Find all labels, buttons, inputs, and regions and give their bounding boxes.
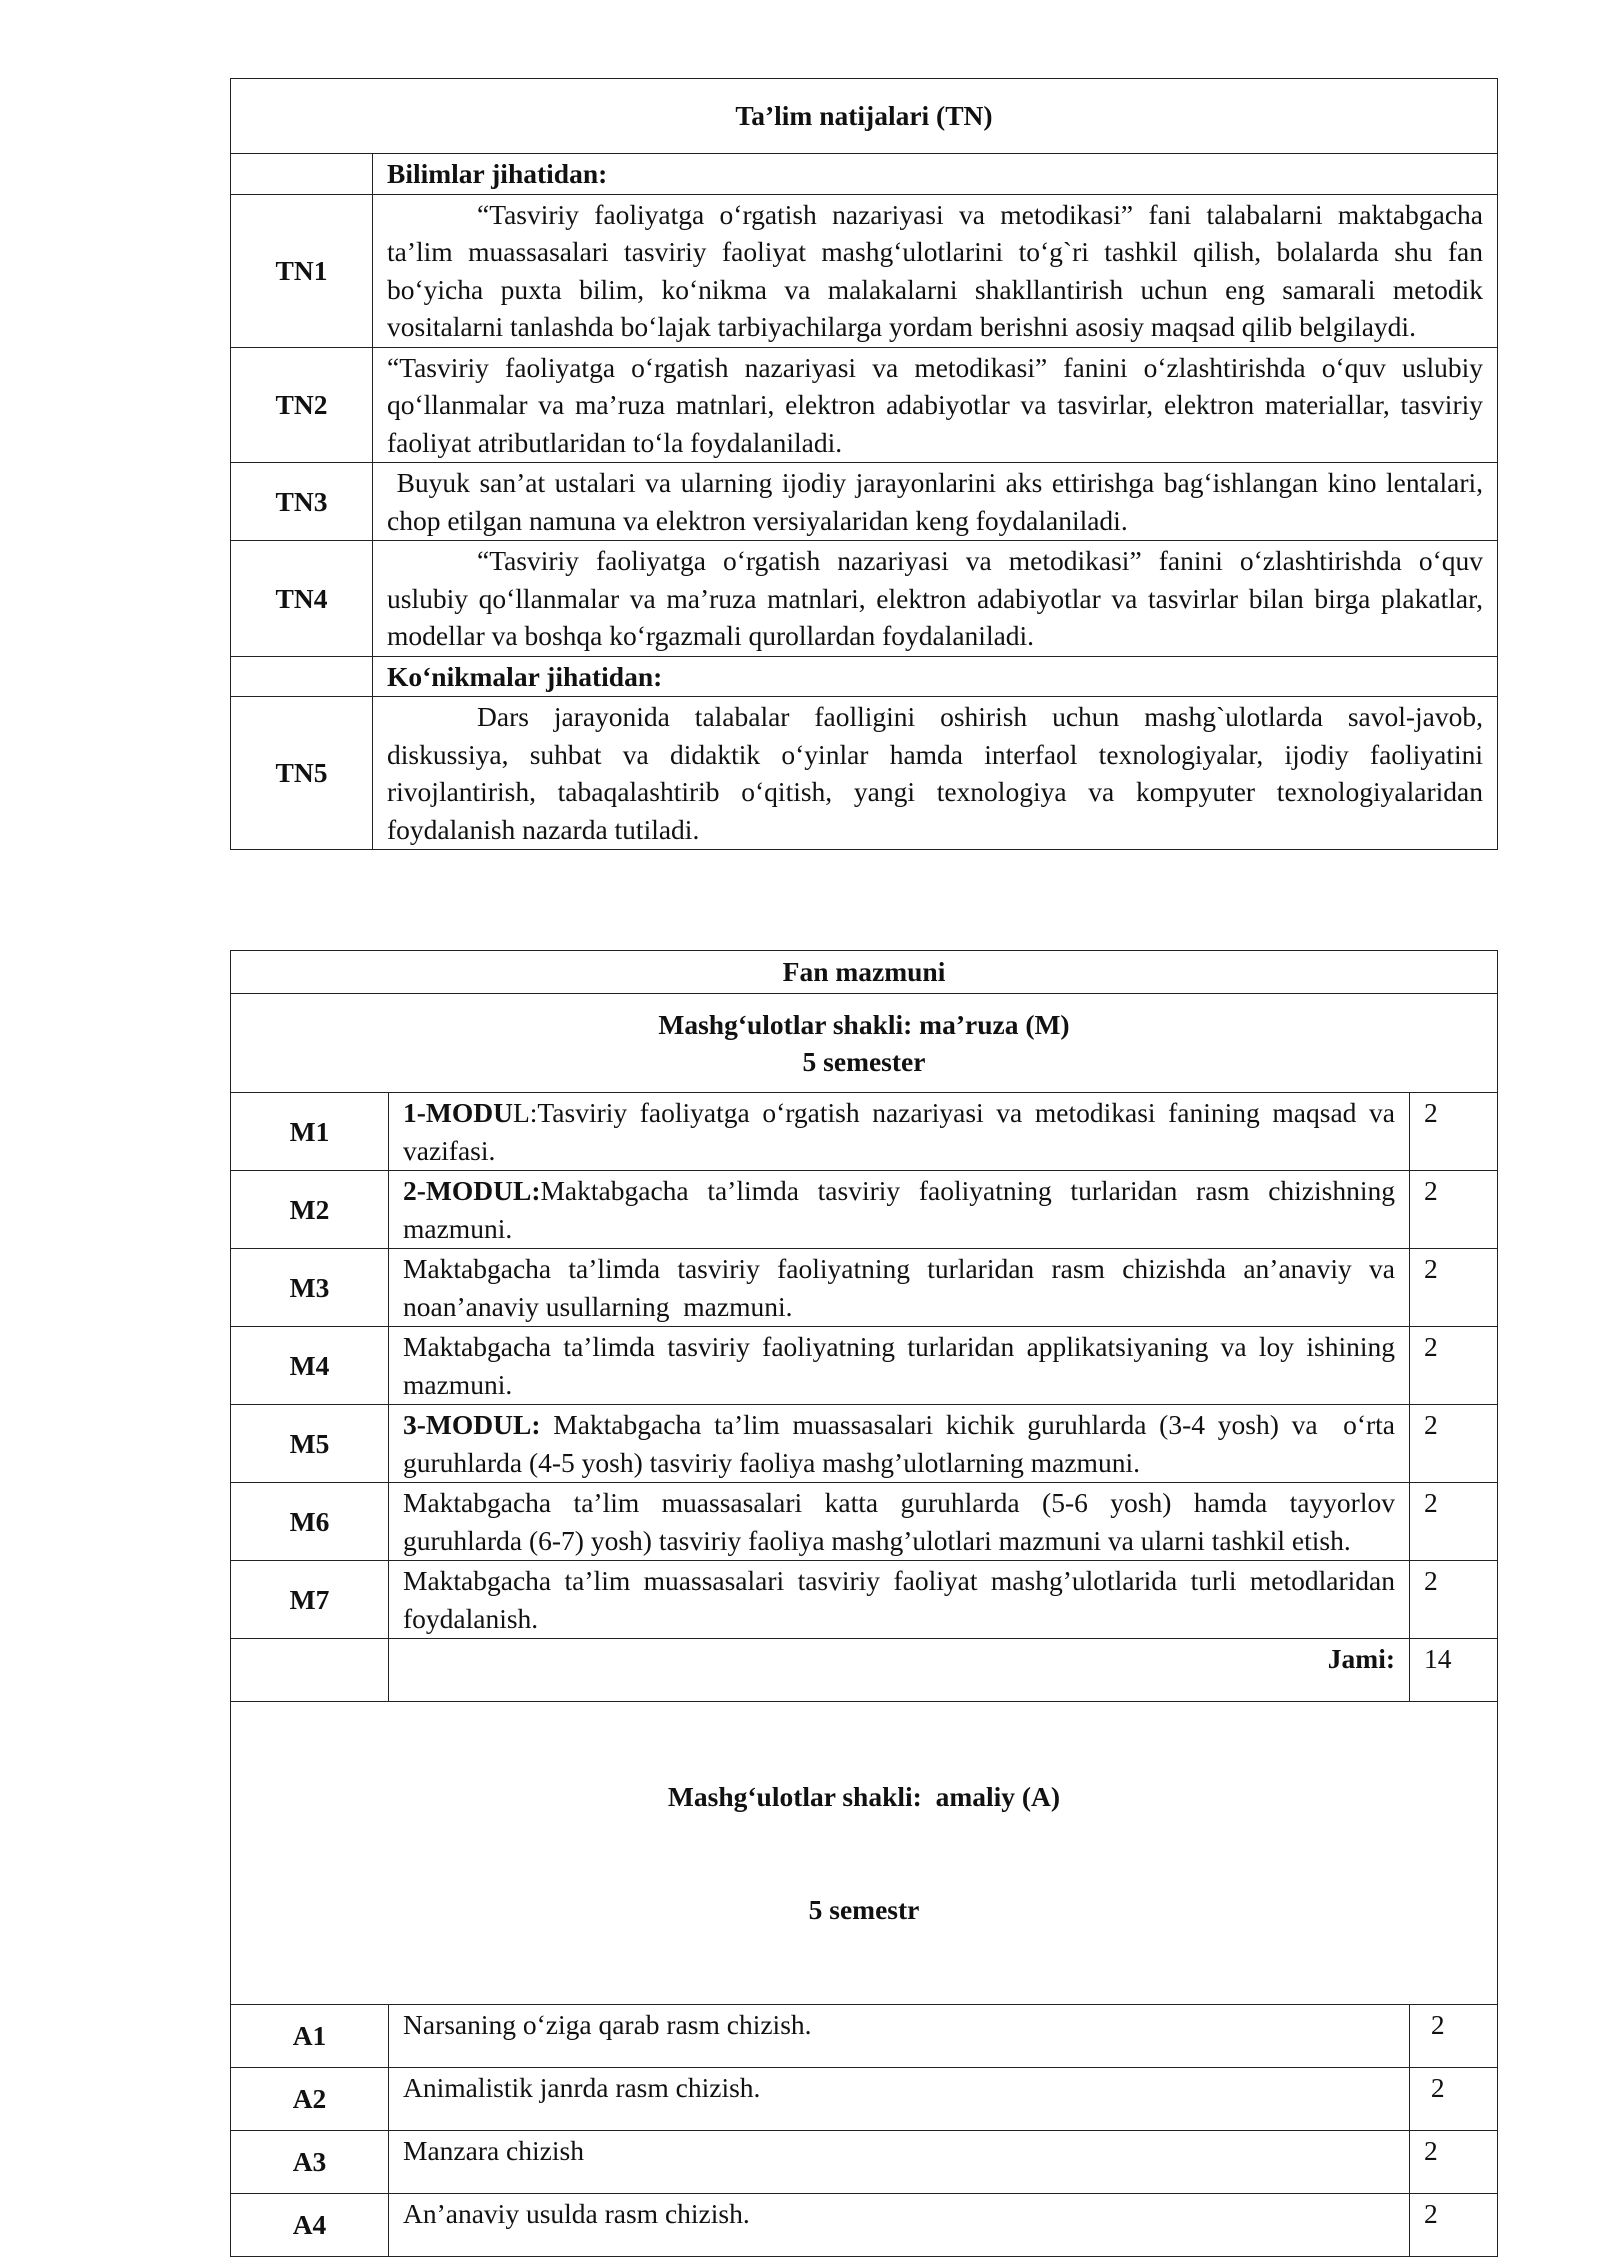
course-content-table bbox=[230, 950, 1498, 2257]
row-text: Maktabgacha ta’limda tasviriy faoliyatning turlaridan rasm chizishda an’anaviy va noan’anaviy usullarning mazmuni. bbox=[389, 1249, 1410, 1327]
row-text: “Tasviriy faoliyatga o‘rgatish nazariyasi va metodikasi” fanini o‘zlashtirishda o‘quv uslubiy qo‘llanmalar va ma’ruza matnlari, elektron adabiyotlar va tasvirlar bilan birga plakatlar, modellar va boshqa ko‘rgazmali qurollardan foydalaniladi. bbox=[373, 541, 1498, 657]
section-heading-row bbox=[231, 154, 1498, 195]
row-code: A4 bbox=[231, 2194, 389, 2257]
row-code: TN1 bbox=[231, 194, 373, 347]
lecture-semester: 5 semester bbox=[802, 1046, 926, 1077]
section-heading: Bilimlar jihatidan: bbox=[373, 154, 1498, 195]
row-hours: 2 bbox=[1410, 1093, 1498, 1171]
practical-heading bbox=[231, 1702, 1498, 2005]
learning-outcomes-table bbox=[230, 78, 1498, 850]
total-row bbox=[231, 1639, 1498, 1702]
row-text: Maktabgacha ta’lim muassasalari katta guruhlarda (5-6 yosh) hamda tayyorlov guruhlarda (6-7) yosh) tasviriy faoliya mashg’ulotlari mazmuni va ularni tashkil etish. bbox=[389, 1483, 1410, 1561]
table-row bbox=[231, 2194, 1498, 2257]
empty-cell bbox=[231, 656, 373, 697]
table-row bbox=[231, 697, 1498, 850]
row-hours: 2 bbox=[1410, 1327, 1498, 1405]
row-code: M4 bbox=[231, 1327, 389, 1405]
row-text: An’anaviy usulda rasm chizish. bbox=[389, 2194, 1410, 2257]
practical-heading-row bbox=[231, 1702, 1498, 2005]
row-code: TN5 bbox=[231, 697, 373, 850]
row-code: TN3 bbox=[231, 463, 373, 541]
lecture-heading bbox=[231, 994, 1498, 1093]
row-text-body: Maktabgacha ta’lim muassasalari kichik guruhlarda (3-4 yosh) va o‘rta guruhlarda (4-5 yosh) tasviriy faoliya mashg’ulotlarning mazmuni. bbox=[403, 1409, 1409, 1478]
lecture-form-label: Mashg‘ulotlar shakli: ma’ruza (M) bbox=[658, 1008, 1070, 1040]
table-row bbox=[231, 347, 1498, 463]
practical-semester: 5 semestr bbox=[808, 1893, 920, 1925]
total-value: 14 bbox=[1410, 1639, 1498, 1702]
table-row bbox=[231, 1171, 1498, 1249]
empty-cell bbox=[231, 154, 373, 195]
row-hours: 2 bbox=[1410, 2194, 1498, 2257]
row-text bbox=[389, 1405, 1410, 1483]
table-row bbox=[231, 2131, 1498, 2194]
row-text: Buyuk san’at ustalari va ularning ijodiy jarayonlarini aks ettirishga bag‘ishlangan kino lentalari, chop etilgan namuna va elektron versiyalaridan keng foydalaniladi. bbox=[373, 463, 1498, 541]
row-code: M2 bbox=[231, 1171, 389, 1249]
table-row bbox=[231, 194, 1498, 347]
table-row bbox=[231, 1327, 1498, 1405]
course-content-title: Fan mazmuni bbox=[231, 951, 1498, 994]
row-text: Animalistik janrda rasm chizish. bbox=[389, 2068, 1410, 2131]
row-code: TN4 bbox=[231, 541, 373, 657]
row-hours: 2 bbox=[1410, 1405, 1498, 1483]
section-heading-row bbox=[231, 656, 1498, 697]
row-hours: 2 bbox=[1410, 2005, 1498, 2068]
row-text: Narsaning o‘ziga qarab rasm chizish. bbox=[389, 2005, 1410, 2068]
table-row bbox=[231, 1249, 1498, 1327]
table-title-row bbox=[231, 951, 1498, 994]
row-code: M1 bbox=[231, 1093, 389, 1171]
module-label: 3-MODUL: bbox=[403, 1409, 541, 1440]
row-text bbox=[389, 1093, 1410, 1171]
row-code: M6 bbox=[231, 1483, 389, 1561]
table-row bbox=[231, 1093, 1498, 1171]
table-row bbox=[231, 2005, 1498, 2068]
table-row bbox=[231, 1405, 1498, 1483]
row-text: Maktabgacha ta’limda tasviriy faoliyatning turlaridan applikatsiyaning va loy ishining mazmuni. bbox=[389, 1327, 1410, 1405]
module-label: 1-MODU bbox=[403, 1097, 513, 1128]
row-text: “Tasviriy faoliyatga o‘rgatish nazariyasi va metodikasi” fani talabalarni maktabgacha ta’lim muassasalari tasviriy faoliyat mashg‘ulotlarini to‘g`ri tashkil qilish, bolalarda shu fan bo‘yicha puxta bilim, ko‘nikma va malakalarni shakllantirish uchun eng samarali metodik vositalarni tanlashda bo‘lajak tarbiyachilarga yordam berishni asosiy maqsad qilib belgilaydi. bbox=[373, 194, 1498, 347]
row-code: M7 bbox=[231, 1561, 389, 1639]
table-row bbox=[231, 1561, 1498, 1639]
row-text: Maktabgacha ta’lim muassasalari tasviriy faoliyat mashg’ulotlarida turli metodlaridan foydalanish. bbox=[389, 1561, 1410, 1639]
row-hours: 2 bbox=[1410, 1561, 1498, 1639]
row-hours: 2 bbox=[1410, 2131, 1498, 2194]
section-heading: Ko‘nikmalar jihatidan: bbox=[373, 656, 1498, 697]
row-code: A2 bbox=[231, 2068, 389, 2131]
empty-cell bbox=[231, 1639, 389, 1702]
total-label: Jami: bbox=[389, 1639, 1410, 1702]
row-code: A3 bbox=[231, 2131, 389, 2194]
table-row bbox=[231, 463, 1498, 541]
row-text: Dars jarayonida talabalar faolligini oshirish uchun mashg`ulotlarda savol-javob, diskussiya, suhbat va didaktik o‘yinlar hamda interfaol texnologiyalar, ijodiy faoliyatini rivojlantirish, tabaqalashtirib o‘qitish, yangi texnologiya va kompyuter texnologiyalaridan foydalanish nazarda tutiladi. bbox=[373, 697, 1498, 850]
row-hours: 2 bbox=[1410, 1171, 1498, 1249]
row-code: M5 bbox=[231, 1405, 389, 1483]
practical-form-label: Mashg‘ulotlar shakli: amaliy (A) bbox=[667, 1781, 1061, 1812]
row-text-body: L:Tasviriy faoliyatga o‘rgatish nazariyasi va metodikasi fanining maqsad va vazifasi. bbox=[403, 1097, 1395, 1166]
table-row bbox=[231, 1483, 1498, 1561]
row-hours: 2 bbox=[1410, 1483, 1498, 1561]
row-hours: 2 bbox=[1410, 2068, 1498, 2131]
row-text bbox=[389, 1171, 1410, 1249]
row-text: Manzara chizish bbox=[389, 2131, 1410, 2194]
lecture-heading-row bbox=[231, 994, 1498, 1093]
module-label: 2-MODUL: bbox=[403, 1175, 541, 1206]
row-text: “Tasviriy faoliyatga o‘rgatish nazariyasi va metodikasi” fanini o‘zlashtirishda o‘quv uslubiy qo‘llanmalar va ma’ruza matnlari, elektron adabiyotlar va tasvirlar, elektron materiallar, tasviriy faoliyat atributlaridan to‘la foydalaniladi. bbox=[373, 347, 1498, 463]
table-row bbox=[231, 541, 1498, 657]
table-row bbox=[231, 2068, 1498, 2131]
row-hours: 2 bbox=[1410, 1249, 1498, 1327]
learning-outcomes-title: Ta’lim natijalari (TN) bbox=[231, 79, 1498, 154]
row-code: TN2 bbox=[231, 347, 373, 463]
table-title-row bbox=[231, 79, 1498, 154]
row-text-body: Maktabgacha ta’limda tasviriy faoliyatning turlaridan rasm chizishning mazmuni. bbox=[403, 1175, 1395, 1244]
row-code: M3 bbox=[231, 1249, 389, 1327]
row-code: A1 bbox=[231, 2005, 389, 2068]
